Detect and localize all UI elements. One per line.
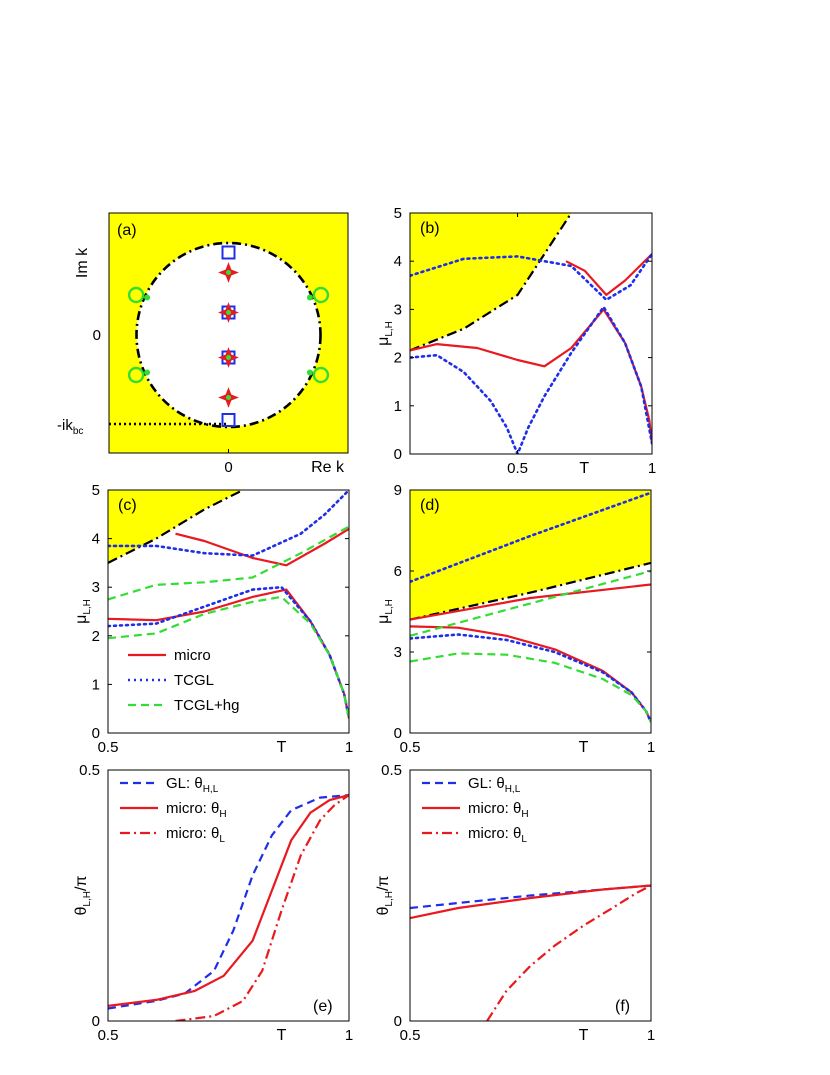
green-dot-marker (144, 370, 150, 376)
y-tick-label: 0 (393, 725, 402, 742)
x-tick-label: 1 (646, 739, 656, 756)
panel-label: (e) (313, 998, 333, 1015)
x-tick-label: 0 (224, 459, 233, 476)
green-dot-marker (144, 295, 150, 301)
y-axis-label: $\mu_{L,H}$ (73, 599, 93, 624)
panel-d (375, 482, 655, 756)
x-tick-label: 1 (647, 460, 657, 477)
x-axis-label: Re k (311, 459, 344, 476)
plot-area (410, 213, 652, 454)
plot-area (108, 795, 349, 1021)
panel-label: (d) (420, 497, 440, 514)
series-micro-upper (176, 529, 350, 565)
y-tick-label: 0 (393, 1013, 402, 1030)
y-tick-label: 0 (91, 725, 100, 742)
legend-label: micro: $\theta_L$ (468, 825, 527, 845)
y-tick-label: 2 (393, 349, 402, 367)
x-tick-label: 0.5 (399, 1027, 421, 1044)
legend-label: micro (174, 647, 211, 664)
green-dot-marker (226, 310, 231, 315)
x-tick-label: 1 (646, 1027, 656, 1044)
legend-label: micro: $\theta_H$ (166, 800, 227, 820)
y-tick-label: 9 (393, 482, 402, 499)
y-axis-label: Im k (74, 247, 91, 279)
x-tick-label: 0.5 (97, 739, 119, 756)
y-tick-label: 3 (393, 644, 402, 661)
panel-label: (f) (615, 998, 631, 1015)
y-tick-label: 1 (91, 676, 100, 694)
y-tick-label: 3 (393, 301, 402, 319)
x-tick-label: 0.5 (97, 1027, 119, 1044)
x-axis-label: T (578, 1027, 589, 1044)
green-dot-marker (307, 370, 313, 376)
y-tick-label: 4 (91, 530, 100, 548)
series-hg-lower (410, 653, 651, 722)
y-tick-label: 5 (393, 205, 402, 222)
green-dot-marker (226, 355, 231, 360)
y-tick-label: 5 (91, 482, 100, 499)
x-axis-label: T (276, 1027, 287, 1044)
legend-label: GL: $\theta_{H,L}$ (468, 775, 521, 795)
x-tick-label: 1 (344, 739, 354, 756)
panel-e (73, 762, 353, 1044)
legend-label: micro: $\theta_H$ (468, 800, 529, 820)
panel-label: (b) (420, 220, 440, 237)
y-tick-label: 2 (91, 627, 100, 645)
panel-label: (a) (117, 222, 137, 239)
legend-label: GL: $\theta_{H,L}$ (166, 775, 219, 795)
legend-label: micro: $\theta_L$ (166, 825, 225, 845)
y-axis-label: $\mu_{L,H}$ (375, 599, 395, 624)
series-tcgl-lower (410, 635, 651, 723)
y-tick-label: 0.5 (381, 762, 402, 779)
green-dot-marker (226, 270, 231, 275)
panel-b (375, 205, 656, 477)
series-micro-h (108, 795, 349, 1006)
y-tick-label: 1 (393, 397, 402, 415)
panel-f (375, 762, 655, 1044)
panel-c (73, 482, 353, 756)
x-tick-label: 1 (344, 1027, 354, 1044)
plot-area (410, 490, 651, 722)
green-dot-marker (307, 295, 313, 301)
plot-area (108, 490, 349, 718)
panel-a (57, 213, 348, 476)
y-axis-label: $\theta_{L,H}/\pi$ (375, 875, 395, 916)
panel-label: (c) (118, 497, 137, 514)
legend-label: TCGL+hg (174, 697, 240, 714)
series-micro-h (410, 886, 651, 919)
y-axis-label: $\mu_{L,H}$ (375, 321, 395, 346)
x-axis-label: T (276, 739, 287, 756)
green-dot-marker (226, 395, 231, 400)
legend-label: TCGL (174, 672, 215, 689)
y-tick-label: $-ik_{bc}$ (57, 417, 84, 437)
y-tick-label: 4 (393, 253, 402, 271)
y-tick-label: 0 (393, 446, 402, 463)
y-axis-label: $\theta_{L,H}/\pi$ (73, 875, 93, 916)
y-tick-label: 0 (92, 327, 101, 344)
y-tick-label: 6 (393, 563, 402, 580)
x-tick-label: 0.5 (507, 460, 528, 477)
series-gl (108, 795, 349, 1008)
forbidden-region (410, 490, 651, 620)
y-tick-label: 0 (91, 1013, 100, 1030)
y-tick-label: 3 (91, 579, 100, 597)
series-micro-lower (410, 626, 651, 722)
x-axis-label: T (578, 739, 589, 756)
x-axis-label: T (579, 460, 590, 477)
x-tick-label: 0.5 (399, 739, 421, 756)
y-tick-label: 0.5 (79, 762, 100, 779)
